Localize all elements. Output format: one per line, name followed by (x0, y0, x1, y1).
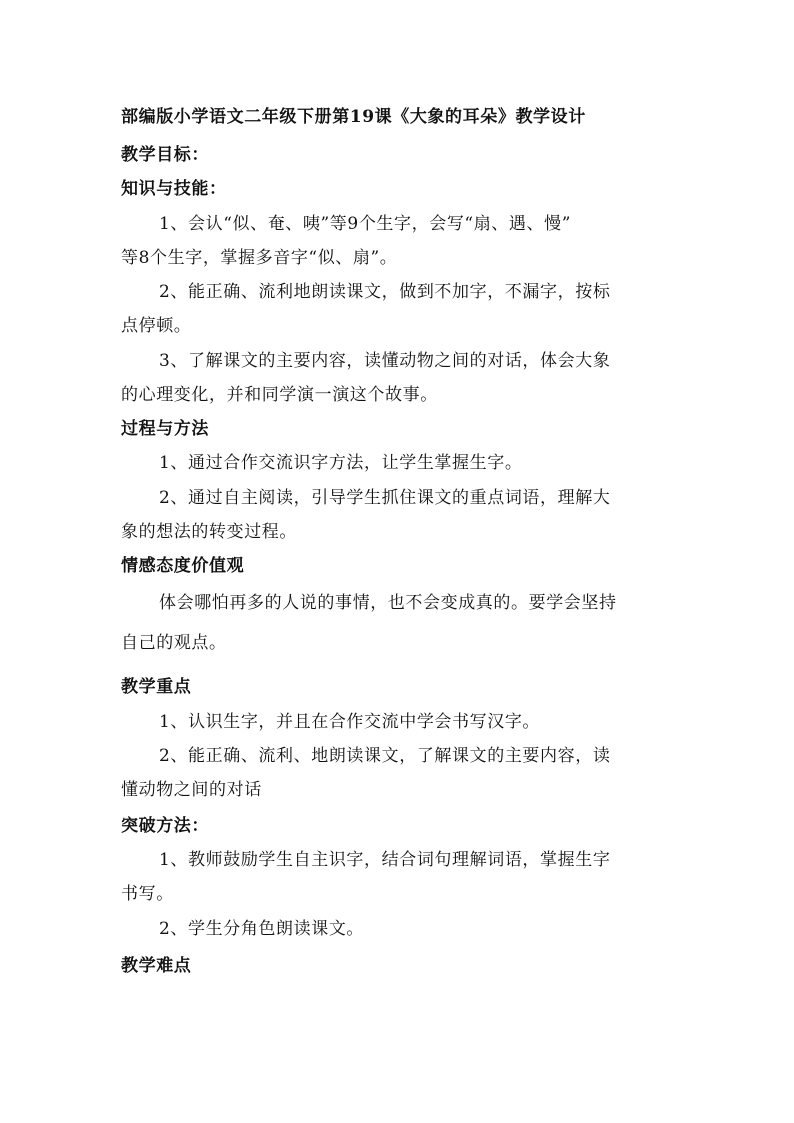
paragraph-line: 1、认识生字，并且在合作交流中学会书写汉字。 (159, 712, 541, 732)
paragraph-line: 体会哪怕再多的人说的事情，也不会变成真的。要学会坚持 (159, 593, 617, 613)
paragraph-line: 3、了解课文的主要内容，读懂动物之间的对话，体会大象 (159, 351, 611, 371)
heading-breakthrough-methods: 突破方法： (121, 816, 209, 836)
paragraph-line: 2、能正确、流利、地朗读课文，了解课文的主要内容，读 (159, 746, 611, 766)
paragraph-line: 等8个生字，掌握多音字“似、扇”。 (121, 248, 398, 268)
paragraph-line: 象的想法的转变过程。 (121, 522, 297, 542)
paragraph-line: 书写。 (121, 884, 174, 904)
paragraph-line: 的心理变化，并和同学演一演这个故事。 (121, 385, 438, 405)
heading-knowledge-skills: 知识与技能： (121, 179, 227, 199)
paragraph-line: 1、会认“似、奄、咦”等9个生字，会写“扇、遇、慢” (159, 214, 571, 234)
paragraph-line: 2、学生分角色朗读课文。 (159, 919, 365, 939)
paragraph-line: 2、通过自主阅读，引导学生抓住课文的重点词语，理解大 (159, 488, 611, 508)
heading-teaching-focus: 教学重点 (121, 677, 192, 697)
document-title: 部编版小学语文二年级下册第19课《大象的耳朵》教学设计 (121, 107, 586, 127)
heading-teaching-goals: 教学目标： (121, 145, 209, 165)
heading-teaching-difficulty: 教学难点 (121, 956, 192, 976)
paragraph-line: 自己的观点。 (121, 633, 227, 653)
paragraph-line: 懂动物之间的对话 (121, 780, 262, 800)
paragraph-line: 2、能正确、流利地朗读课文，做到不加字，不漏字，按标 (159, 282, 611, 302)
paragraph-line: 点停顿。 (121, 316, 192, 336)
heading-process-method: 过程与方法 (121, 419, 209, 439)
paragraph-line: 1、教师鼓励学生自主识字，结合词句理解词语，掌握生字 (159, 850, 611, 870)
heading-emotion-values: 情感态度价值观 (121, 556, 245, 576)
paragraph-line: 1、通过合作交流识字方法，让学生掌握生字。 (159, 453, 523, 473)
